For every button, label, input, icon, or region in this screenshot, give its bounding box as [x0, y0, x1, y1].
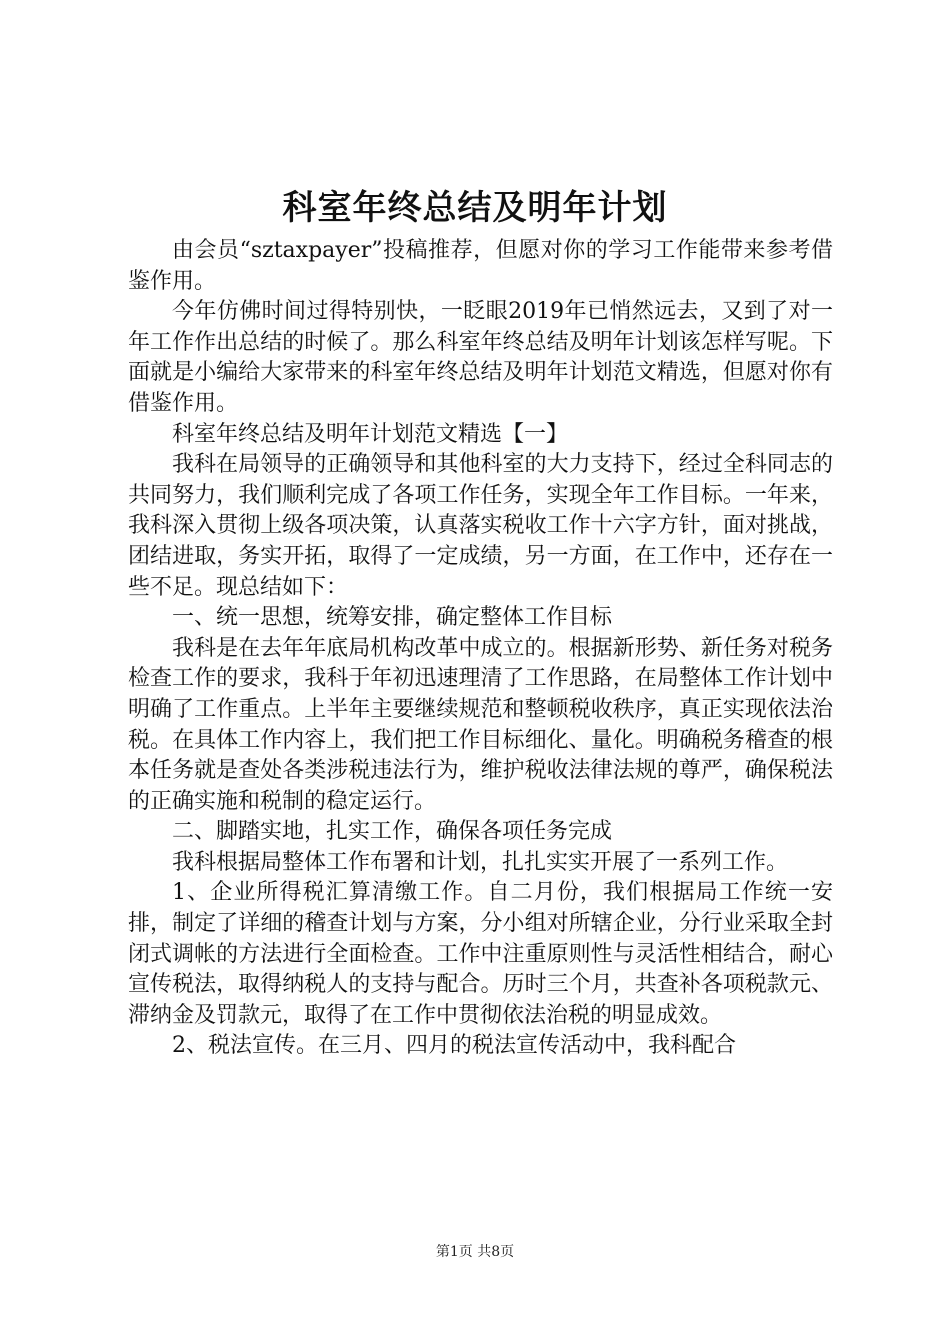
paragraph: 今年仿佛时间过得特别快，一眨眼2019年已悄然远去，又到了对一年工作作出总结的时候了。那么科室年终总结及明年计划该怎样写呢。下面就是小编给大家带来的科室年终总结及明年计划范文精选，但愿对你有借鉴作用。: [128, 299, 833, 416]
paragraph: 由会员“sztaxpayer”投稿推荐，但愿对你的学习工作能带来参考借鉴作用。: [128, 238, 833, 294]
paragraph: 1、企业所得税汇算清缴工作。自二月份，我们根据局工作统一安排，制定了详细的稽查计划与方案，分小组对所辖企业，分行业采取全封闭式调帐的方法进行全面检查。工作中注重原则性与灵活性相结合，耐心宣传税法，取得纳税人的支持与配合。历时三个月，共查补各项税款元、滞纳金及罚款元，取得了在工作中贯彻依法治税的明显成效。: [128, 880, 833, 1028]
paragraph: 2、税法宣传。在三月、四月的税法宣传活动中，我科配合: [172, 1033, 736, 1059]
document-title: 科室年终总结及明年计划: [282, 188, 668, 228]
section-heading: 科室年终总结及明年计划范文精选【一】: [172, 421, 569, 447]
section-heading: 一、统一思想，统筹安排，确定整体工作目标: [172, 605, 613, 631]
section-heading: 二、脚踏实地，扎实工作，确保各项任务完成: [172, 819, 613, 845]
paragraph: 我科根据局整体工作布署和计划，扎扎实实开展了一系列工作。: [172, 849, 789, 875]
paragraph: 我科是在去年年底局机构改革中成立的。根据新形势、新任务对税务检查工作的要求，我科于年初迅速理清了工作思路，在局整体工作计划中明确了工作重点。上半年主要继续规范和整顿税收秩序，真正实现依法治税。在具体工作内容上，我们把工作目标细化、量化。明确税务稽查的根本任务就是查处各类涉税违法行为，维护税收法律法规的尊严，确保税法的正确实施和税制的稳定运行。: [128, 635, 833, 814]
document-body: [128, 236, 833, 1062]
paragraph: 我科在局领导的正确领导和其他科室的大力支持下，经过全科同志的共同努力，我们顺利完成了各项工作任务，实现全年工作目标。一年来，我科深入贯彻上级各项决策，认真落实税收工作十六字方针，面对挑战，团结进取，务实开拓，取得了一定成绩，另一方面，在工作中，还存在一些不足。现总结如下：: [128, 452, 833, 600]
page-number: 第1页 共8页: [435, 1244, 515, 1260]
